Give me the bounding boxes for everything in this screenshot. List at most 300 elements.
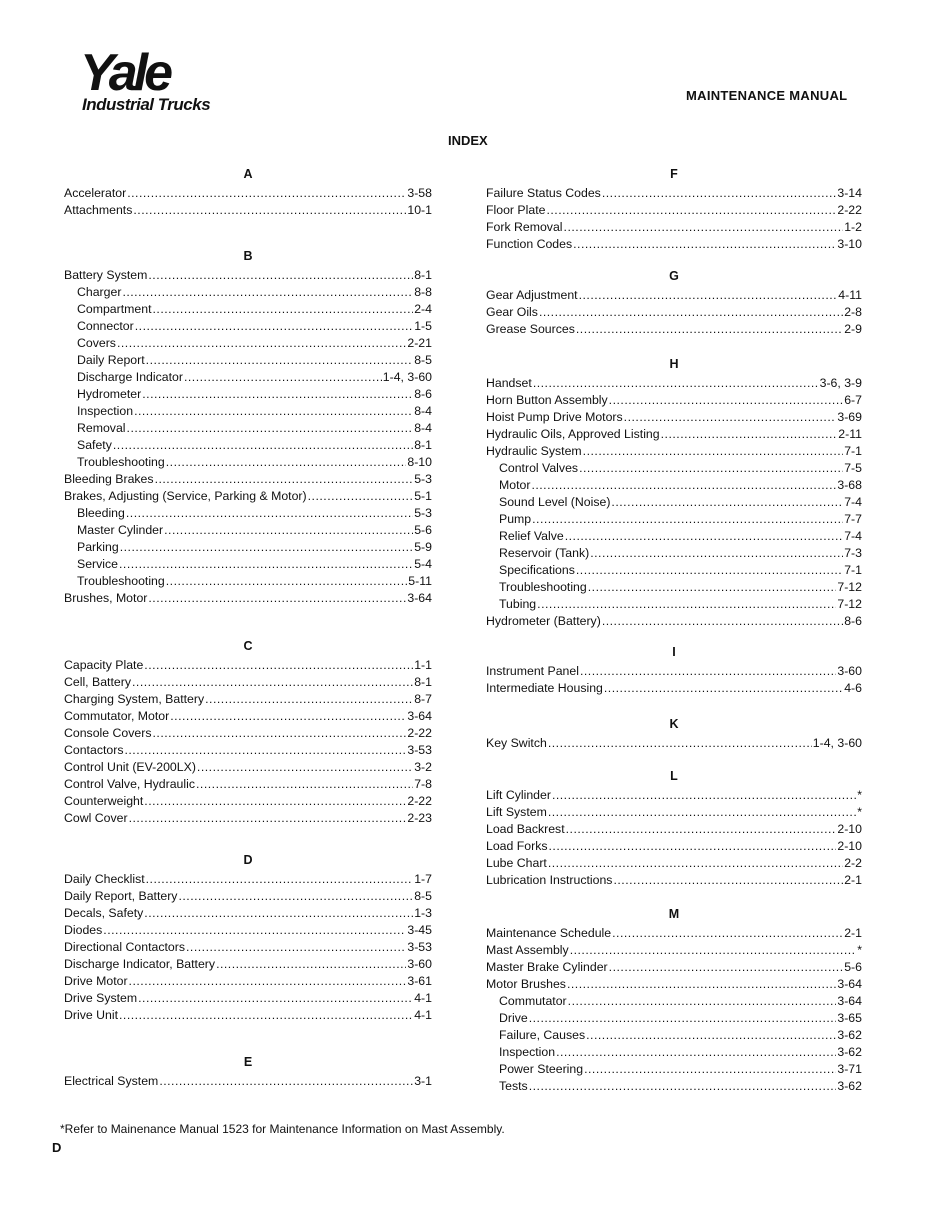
entry-page: 1-4, 3-60 [382, 370, 432, 384]
entry-term: Attachments [64, 203, 133, 217]
leader-dots [129, 973, 407, 990]
index-section-f [486, 166, 862, 253]
entry-page: 5-6 [414, 523, 432, 537]
entry-page: 5-3 [414, 472, 432, 486]
index-section-d [64, 852, 432, 1024]
index-entry [486, 426, 862, 443]
entry-page: 8-7 [414, 692, 432, 706]
entry-term: Diodes [64, 923, 103, 937]
entry-page: * [857, 805, 862, 819]
entry-page: 1-4, 3-60 [812, 736, 862, 750]
entry-page: 8-1 [414, 438, 432, 452]
index-subentry [64, 352, 432, 369]
entry-term: Floor Plate [486, 203, 546, 217]
index-entry [486, 219, 862, 236]
entry-term: Failure Status Codes [486, 186, 601, 200]
entry-page: 8-1 [414, 675, 432, 689]
leader-dots [533, 375, 819, 392]
leader-dots [159, 1073, 413, 1090]
entry-term: Pump [499, 512, 532, 526]
index-section-h [486, 356, 862, 630]
entry-page: 7-12 [837, 597, 862, 611]
section-letter: G [669, 269, 679, 283]
entry-term: Drive Motor [64, 974, 128, 988]
index-subentry [486, 1044, 862, 1061]
entry-term: Directional Contactors [64, 940, 185, 954]
leader-dots [570, 942, 857, 959]
index-entry [64, 267, 432, 284]
entry-page: 8-8 [414, 285, 432, 299]
leader-dots [566, 821, 837, 838]
leader-dots [153, 301, 414, 318]
leader-dots [580, 663, 836, 680]
index-section-l [486, 768, 862, 889]
index-subentry [486, 511, 862, 528]
leader-dots [588, 579, 837, 596]
entry-page: 8-5 [414, 889, 432, 903]
entry-term: Console Covers [64, 726, 152, 740]
entry-term: Lube Chart [486, 856, 547, 870]
entry-term: Control Valves [499, 461, 579, 475]
entry-page: 8-4 [414, 421, 432, 435]
leader-dots [184, 369, 382, 386]
leader-dots [133, 202, 406, 219]
entry-term: Capacity Plate [64, 658, 144, 672]
leader-dots [529, 1010, 837, 1027]
manual-title: MAINTENANCE MANUAL [686, 88, 848, 103]
section-letter: I [672, 645, 676, 659]
entry-page: 8-4 [414, 404, 432, 418]
index-entry [486, 321, 862, 338]
leader-dots [586, 1027, 836, 1044]
index-entry [64, 793, 432, 810]
index-subentry [486, 460, 862, 477]
leader-dots [144, 793, 406, 810]
entry-page: 7-12 [837, 580, 862, 594]
index-entry [486, 236, 862, 253]
entry-page: 2-10 [837, 822, 862, 836]
entry-term: Motor Brushes [486, 977, 566, 991]
index-entry [64, 905, 432, 922]
entry-page: 3-62 [837, 1079, 862, 1093]
section-letter: D [243, 853, 253, 867]
entry-page: 7-7 [844, 512, 862, 526]
entry-page: * [857, 943, 862, 957]
footnote: *Refer to Mainenance Manual 1523 for Maintenance Information on Mast Assembly. [60, 1122, 505, 1136]
index-subentry [64, 420, 432, 437]
logo-subtext: Industrial Trucks [82, 95, 211, 114]
index-subentry [486, 1027, 862, 1044]
entry-page: 7-4 [844, 529, 862, 543]
leader-dots [613, 872, 843, 889]
entry-term: Drive Unit [64, 1008, 118, 1022]
entry-page: 2-1 [844, 873, 862, 887]
index-subentry [64, 301, 432, 318]
section-letter: B [243, 249, 253, 263]
entry-term: Inspection [77, 404, 134, 418]
index-entry [64, 471, 432, 488]
entry-term: Parking [77, 540, 119, 554]
entry-term: Specifications [499, 563, 575, 577]
entry-page: 2-10 [837, 839, 862, 853]
entry-term: Power Steering [499, 1062, 584, 1076]
index-subentry [486, 579, 862, 596]
entry-page: 3-53 [407, 743, 432, 757]
entry-term: Hoist Pump Drive Motors [486, 410, 623, 424]
leader-dots [120, 539, 414, 556]
entry-page: 3-64 [837, 977, 862, 991]
index-entry [64, 888, 432, 905]
leader-dots [529, 1078, 837, 1095]
entry-term: Master Brake Cylinder [486, 960, 608, 974]
entry-term: Reservoir (Tank) [499, 546, 590, 560]
leader-dots [531, 477, 836, 494]
entry-term: Lubrication Instructions [486, 873, 613, 887]
index-entry [486, 202, 862, 219]
entry-page: 7-1 [844, 563, 862, 577]
entry-page: 3-64 [407, 591, 432, 605]
index-entry [486, 392, 862, 409]
section-letter: M [668, 907, 680, 921]
entry-term: Covers [77, 336, 116, 350]
entry-page: 4-11 [838, 288, 862, 302]
entry-term: Counterweight [64, 794, 144, 808]
entry-page: 3-58 [407, 186, 432, 200]
entry-page: 3-6, 3-9 [819, 376, 862, 390]
index-entry [486, 838, 862, 855]
entry-term: Load Backrest [486, 822, 565, 836]
entry-term: Tubing [499, 597, 537, 611]
index-subentry [64, 454, 432, 471]
leader-dots [548, 804, 856, 821]
entry-page: 2-1 [844, 926, 862, 940]
entry-term: Gear Adjustment [486, 288, 578, 302]
leader-dots [609, 959, 844, 976]
entry-term: Safety [77, 438, 112, 452]
index-entry [486, 787, 862, 804]
leader-dots [144, 905, 413, 922]
leader-dots [148, 267, 413, 284]
index-entry [64, 691, 432, 708]
index-entry [64, 674, 432, 691]
entry-term: Brakes, Adjusting (Service, Parking & Motor) [64, 489, 307, 503]
index-entry [64, 725, 432, 742]
index-left-column [64, 166, 432, 1096]
entry-term: Key Switch [486, 736, 547, 750]
entry-page: 7-3 [844, 546, 862, 560]
entry-term: Hydraulic Oils, Approved Listing [486, 427, 660, 441]
entry-term: Failure, Causes [499, 1028, 586, 1042]
entry-page: 5-3 [414, 506, 432, 520]
entry-term: Fork Removal [486, 220, 563, 234]
entry-page: 3-14 [837, 186, 862, 200]
entry-page: 5-9 [414, 540, 432, 554]
yale-logo [80, 44, 211, 114]
entry-term: Decals, Safety [64, 906, 144, 920]
leader-dots [164, 522, 413, 539]
index-subentry [486, 1061, 862, 1078]
index-entry [486, 680, 862, 697]
entry-term: Hydrometer [77, 387, 142, 401]
index-entry [486, 872, 862, 889]
index-entry [486, 855, 862, 872]
leader-dots [170, 708, 406, 725]
index-entry [486, 804, 862, 821]
leader-dots [568, 993, 837, 1010]
index-entry [486, 287, 862, 304]
entry-term: Bleeding Brakes [64, 472, 154, 486]
section-letter: C [243, 639, 253, 653]
entry-term: Motor [499, 478, 531, 492]
section-letter: A [243, 167, 253, 181]
index-subentry [486, 1010, 862, 1027]
leader-dots [122, 284, 413, 301]
index-entry [486, 185, 862, 202]
leader-dots [602, 613, 843, 630]
index-subentry [64, 505, 432, 522]
entry-term: Removal [77, 421, 126, 435]
entry-page: 3-64 [407, 709, 432, 723]
index-subentry [64, 556, 432, 573]
index-entry [486, 735, 862, 752]
leader-dots [612, 925, 843, 942]
index-right-column [486, 166, 862, 1096]
entry-page: 7-8 [414, 777, 432, 791]
index-entry [486, 304, 862, 321]
entry-page: * [857, 788, 862, 802]
index-entry [486, 925, 862, 942]
entry-term: Cowl Cover [64, 811, 128, 825]
index-subentry [64, 318, 432, 335]
leader-dots [624, 409, 837, 426]
leader-dots [546, 202, 836, 219]
page-letter: D [52, 1140, 62, 1155]
entry-page: 2-8 [844, 305, 862, 319]
leader-dots [565, 528, 844, 545]
leader-dots [205, 691, 413, 708]
index-subentry [64, 386, 432, 403]
entry-page: 2-9 [844, 322, 862, 336]
entry-page: 3-65 [837, 1011, 862, 1025]
leader-dots [216, 956, 406, 973]
index-entry [64, 185, 432, 202]
index-title: INDEX [448, 133, 488, 148]
index-subentry [486, 528, 862, 545]
index-entry [486, 959, 862, 976]
index-subentry [64, 437, 432, 454]
leader-dots [119, 556, 413, 573]
entry-term: Intermediate Housing [486, 681, 603, 695]
index-entry [486, 409, 862, 426]
entry-page: 5-11 [408, 574, 432, 588]
entry-page: 1-3 [414, 906, 432, 920]
entry-page: 2-22 [407, 794, 432, 808]
leader-dots [138, 990, 413, 1007]
entry-term: Drive [499, 1011, 528, 1025]
index-entry [486, 375, 862, 392]
index-subentry [486, 545, 862, 562]
leader-dots [119, 1007, 413, 1024]
entry-page: 3-62 [837, 1028, 862, 1042]
entry-term: Commutator [499, 994, 567, 1008]
entry-term: Service [77, 557, 119, 571]
leader-dots [144, 657, 413, 674]
index-entry [64, 939, 432, 956]
entry-term: Troubleshooting [77, 455, 165, 469]
entry-term: Bleeding [77, 506, 125, 520]
entry-page: 7-1 [844, 444, 862, 458]
leader-dots [609, 392, 844, 409]
entry-page: 1-1 [414, 658, 432, 672]
section-letter: E [243, 1055, 253, 1069]
entry-term: Relief Valve [499, 529, 564, 543]
leader-dots [590, 545, 843, 562]
entry-term: Discharge Indicator [77, 370, 183, 384]
entry-page: 2-22 [407, 726, 432, 740]
entry-page: 3-69 [837, 410, 862, 424]
index-section-e [64, 1054, 432, 1090]
index-entry [64, 488, 432, 505]
entry-term: Daily Report, Battery [64, 889, 178, 903]
leader-dots [135, 318, 413, 335]
leader-dots [103, 922, 406, 939]
entry-term: Load Forks [486, 839, 548, 853]
index-section-i [486, 644, 862, 697]
leader-dots [166, 573, 408, 590]
entry-page: 3-2 [414, 760, 432, 774]
entry-page: 7-4 [844, 495, 862, 509]
leader-dots [146, 352, 414, 369]
entry-page: 2-22 [837, 203, 862, 217]
entry-page: 3-53 [407, 940, 432, 954]
entry-term: Sound Level (Noise) [499, 495, 611, 509]
index-entry [486, 663, 862, 680]
index-subentry [64, 369, 432, 386]
leader-dots [132, 674, 413, 691]
leader-dots [579, 460, 843, 477]
leader-dots [556, 1044, 836, 1061]
entry-page: 2-11 [838, 427, 862, 441]
entry-term: Discharge Indicator, Battery [64, 957, 216, 971]
index-entry [64, 657, 432, 674]
entry-page: 1-2 [844, 220, 862, 234]
entry-term: Gear Oils [486, 305, 538, 319]
index-section-b [64, 248, 432, 607]
index-entry [64, 810, 432, 827]
entry-term: Function Codes [486, 237, 573, 251]
section-letter: H [669, 357, 679, 371]
index-entry [486, 942, 862, 959]
index-subentry [486, 596, 862, 613]
entry-term: Brushes, Motor [64, 591, 148, 605]
entry-term: Cell, Battery [64, 675, 131, 689]
leader-dots [117, 335, 406, 352]
leader-dots [548, 855, 843, 872]
leader-dots [549, 838, 837, 855]
entry-page: 8-10 [407, 455, 432, 469]
leader-dots [166, 454, 407, 471]
entry-term: Connector [77, 319, 134, 333]
leader-dots [573, 236, 836, 253]
entry-page: 2-23 [407, 811, 432, 825]
index-entry [64, 1007, 432, 1024]
entry-term: Daily Checklist [64, 872, 145, 886]
entry-page: 3-60 [837, 664, 862, 678]
entry-term: Inspection [499, 1045, 556, 1059]
entry-term: Instrument Panel [486, 664, 579, 678]
entry-page: 3-45 [407, 923, 432, 937]
entry-term: Troubleshooting [77, 574, 165, 588]
leader-dots [602, 185, 837, 202]
entry-term: Control Unit (EV-200LX) [64, 760, 196, 774]
leader-dots [539, 304, 843, 321]
leader-dots [661, 426, 838, 443]
entry-page: 3-64 [837, 994, 862, 1008]
leader-dots [124, 742, 406, 759]
entry-page: 10-1 [407, 203, 432, 217]
entry-page: 3-71 [837, 1062, 862, 1076]
entry-term: Charger [77, 285, 122, 299]
entry-page: 1-5 [414, 319, 432, 333]
entry-page: 5-1 [414, 489, 432, 503]
leader-dots [186, 939, 406, 956]
entry-term: Compartment [77, 302, 152, 316]
leader-dots [576, 321, 843, 338]
index-section-a [64, 166, 432, 219]
index-entry [486, 613, 862, 630]
leader-dots [148, 590, 406, 607]
index-entry [64, 973, 432, 990]
section-letter: K [669, 717, 679, 731]
entry-term: Tests [499, 1079, 528, 1093]
entry-page: 6-7 [844, 393, 862, 407]
leader-dots [537, 596, 836, 613]
index-entry [64, 922, 432, 939]
index-subentry [64, 522, 432, 539]
index-subentry [486, 494, 862, 511]
index-entry [64, 590, 432, 607]
entry-term: Hydrometer (Battery) [486, 614, 601, 628]
entry-page: 8-1 [414, 268, 432, 282]
leader-dots [308, 488, 414, 505]
leader-dots [197, 759, 413, 776]
entry-term: Grease Sources [486, 322, 575, 336]
entry-page: 8-6 [414, 387, 432, 401]
index-section-m [486, 906, 862, 1095]
entry-page: 3-61 [407, 974, 432, 988]
leader-dots [126, 505, 413, 522]
leader-dots [567, 976, 836, 993]
leader-dots [127, 420, 414, 437]
index-subentry [64, 284, 432, 301]
leader-dots [583, 443, 844, 460]
entry-term: Commutator, Motor [64, 709, 170, 723]
leader-dots [611, 494, 843, 511]
entry-page: 3-10 [837, 237, 862, 251]
leader-dots [604, 680, 843, 697]
leader-dots [178, 888, 413, 905]
leader-dots [584, 1061, 836, 1078]
leader-dots [127, 185, 406, 202]
index-entry [64, 708, 432, 725]
entry-term: Electrical System [64, 1074, 159, 1088]
index-subentry [486, 477, 862, 494]
leader-dots [552, 787, 856, 804]
index-entry [486, 976, 862, 993]
entry-term: Handset [486, 376, 532, 390]
index-entry [486, 821, 862, 838]
entry-page: 3-68 [837, 478, 862, 492]
